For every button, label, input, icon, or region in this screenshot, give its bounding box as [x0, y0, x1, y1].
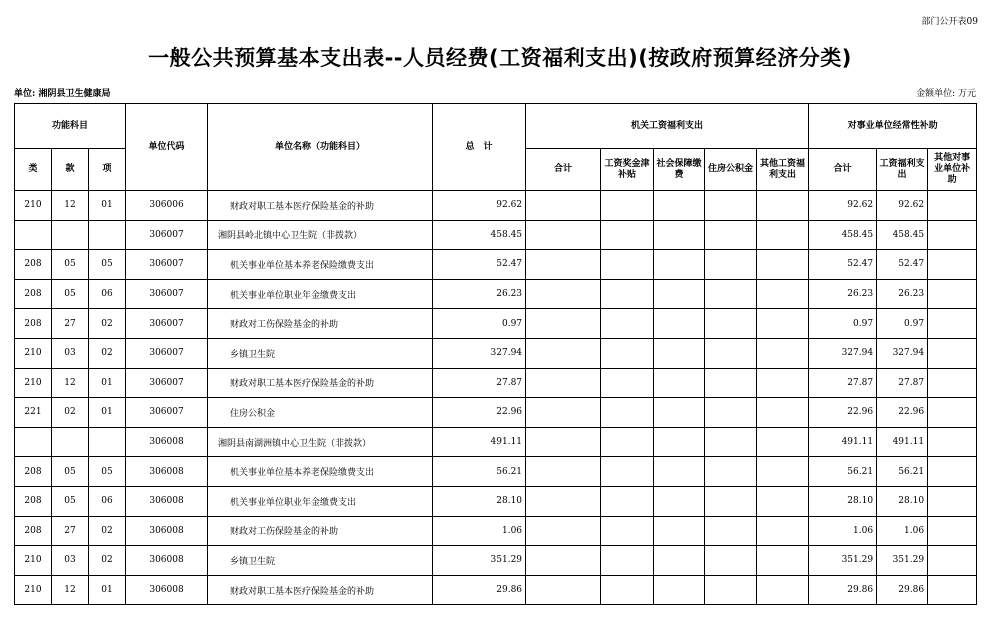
cell-inst-subtotal: 26.23 — [809, 279, 877, 309]
table-row — [15, 546, 977, 576]
table-row — [15, 398, 977, 428]
cell-section: 12 — [52, 191, 89, 221]
cell-section — [52, 220, 89, 250]
amount-unit: 金额单位: 万元 — [916, 89, 976, 99]
cell-other-wage — [757, 427, 809, 457]
cell-class: 210 — [15, 338, 52, 368]
cell-bonus — [601, 368, 654, 398]
cell-other-wage — [757, 398, 809, 428]
cell-social-security — [654, 575, 705, 605]
cell-social-security — [654, 546, 705, 576]
cell-inst-wage: 29.86 — [877, 575, 928, 605]
cell-inst-wage: 351.29 — [877, 546, 928, 576]
cell-bonus — [601, 338, 654, 368]
cell-other-wage — [757, 220, 809, 250]
table-row — [15, 220, 977, 250]
cell-agency-subtotal — [526, 191, 601, 221]
cell-unit-name: 财政对职工基本医疗保险基金的补助 — [208, 191, 433, 221]
cell-inst-other — [928, 575, 977, 605]
cell-agency-subtotal — [526, 220, 601, 250]
header-bonus: 工资奖金津补贴 — [601, 149, 654, 191]
table-row — [15, 516, 977, 546]
cell-housing-fund — [705, 220, 757, 250]
cell-total: 1.06 — [433, 516, 526, 546]
cell-unit-name: 乡镇卫生院 — [208, 546, 433, 576]
cell-inst-wage: 26.23 — [877, 279, 928, 309]
cell-section: 03 — [52, 546, 89, 576]
table-row — [15, 457, 977, 487]
cell-inst-wage: 22.96 — [877, 398, 928, 428]
cell-class: 210 — [15, 575, 52, 605]
cell-total: 327.94 — [433, 338, 526, 368]
cell-class: 210 — [15, 191, 52, 221]
cell-unit-name: 财政对职工基本医疗保险基金的补助 — [208, 368, 433, 398]
cell-inst-other — [928, 546, 977, 576]
cell-inst-wage: 1.06 — [877, 516, 928, 546]
cell-agency-subtotal — [526, 279, 601, 309]
cell-section: 05 — [52, 486, 89, 516]
cell-item: 06 — [89, 486, 126, 516]
cell-bonus — [601, 457, 654, 487]
header-inst-wage: 工资福利支出 — [877, 149, 928, 191]
cell-class: 210 — [15, 546, 52, 576]
cell-unit-name: 湘阴县岭北镇中心卫生院（非拨款） — [208, 220, 433, 250]
cell-housing-fund — [705, 486, 757, 516]
table-row — [15, 575, 977, 605]
cell-agency-subtotal — [526, 309, 601, 339]
cell-unit-name: 财政对工伤保险基金的补助 — [208, 516, 433, 546]
cell-total: 458.45 — [433, 220, 526, 250]
cell-agency-subtotal — [526, 398, 601, 428]
cell-item: 02 — [89, 516, 126, 546]
cell-other-wage — [757, 486, 809, 516]
cell-total: 52.47 — [433, 250, 526, 280]
cell-agency-subtotal — [526, 546, 601, 576]
table-row — [15, 486, 977, 516]
cell-section: 05 — [52, 279, 89, 309]
cell-section: 05 — [52, 457, 89, 487]
header-agency: 机关工资福利支出 — [526, 104, 809, 149]
cell-unit-name: 财政对工伤保险基金的补助 — [208, 309, 433, 339]
cell-other-wage — [757, 575, 809, 605]
cell-inst-wage: 52.47 — [877, 250, 928, 280]
cell-item: 02 — [89, 338, 126, 368]
header-housing-fund: 住房公积金 — [705, 149, 757, 191]
cell-total: 351.29 — [433, 546, 526, 576]
cell-agency-subtotal — [526, 250, 601, 280]
cell-social-security — [654, 427, 705, 457]
cell-class: 208 — [15, 279, 52, 309]
budget-table — [14, 103, 977, 605]
cell-inst-other — [928, 309, 977, 339]
header-inst-subtotal: 合计 — [809, 149, 877, 191]
cell-item: 02 — [89, 309, 126, 339]
cell-social-security — [654, 338, 705, 368]
cell-other-wage — [757, 457, 809, 487]
table-row — [15, 427, 977, 457]
cell-housing-fund — [705, 398, 757, 428]
cell-item: 05 — [89, 250, 126, 280]
cell-housing-fund — [705, 309, 757, 339]
header-class: 类 — [15, 149, 52, 191]
cell-unit-name: 机关事业单位职业年金缴费支出 — [208, 279, 433, 309]
table-row — [15, 368, 977, 398]
cell-agency-subtotal — [526, 516, 601, 546]
cell-agency-subtotal — [526, 486, 601, 516]
cell-inst-other — [928, 457, 977, 487]
cell-class: 221 — [15, 398, 52, 428]
cell-other-wage — [757, 279, 809, 309]
cell-social-security — [654, 309, 705, 339]
cell-housing-fund — [705, 427, 757, 457]
header-row-1 — [15, 104, 977, 149]
header-total: 总 计 — [433, 104, 526, 191]
cell-bonus — [601, 575, 654, 605]
cell-inst-other — [928, 486, 977, 516]
header-unit-code: 单位代码 — [126, 104, 208, 191]
cell-class: 208 — [15, 309, 52, 339]
cell-inst-subtotal: 491.11 — [809, 427, 877, 457]
cell-item: 01 — [89, 191, 126, 221]
cell-item — [89, 427, 126, 457]
cell-unit-name: 机关事业单位基本养老保险缴费支出 — [208, 250, 433, 280]
cell-unit-code: 306008 — [126, 575, 208, 605]
cell-inst-other — [928, 368, 977, 398]
cell-class — [15, 427, 52, 457]
cell-unit-code: 306007 — [126, 220, 208, 250]
cell-social-security — [654, 220, 705, 250]
header-other-wage: 其他工资福利支出 — [757, 149, 809, 191]
cell-class: 208 — [15, 457, 52, 487]
cell-inst-subtotal: 327.94 — [809, 338, 877, 368]
cell-section — [52, 427, 89, 457]
cell-housing-fund — [705, 516, 757, 546]
cell-total: 56.21 — [433, 457, 526, 487]
cell-housing-fund — [705, 457, 757, 487]
header-institution: 对事业单位经常性补助 — [809, 104, 977, 149]
cell-total: 29.86 — [433, 575, 526, 605]
cell-total: 22.96 — [433, 398, 526, 428]
cell-bonus — [601, 486, 654, 516]
cell-unit-code: 306006 — [126, 191, 208, 221]
cell-other-wage — [757, 368, 809, 398]
cell-social-security — [654, 191, 705, 221]
header-unit-name: 单位名称（功能科目） — [208, 104, 433, 191]
table-row — [15, 338, 977, 368]
cell-social-security — [654, 279, 705, 309]
cell-social-security — [654, 398, 705, 428]
header-agency-subtotal: 合计 — [526, 149, 601, 191]
header-function-subject: 功能科目 — [15, 104, 126, 149]
cell-section: 05 — [52, 250, 89, 280]
cell-bonus — [601, 220, 654, 250]
cell-bonus — [601, 191, 654, 221]
header-item: 项 — [89, 149, 126, 191]
cell-item: 01 — [89, 368, 126, 398]
cell-bonus — [601, 398, 654, 428]
header-inst-other: 其他对事业单位补助 — [928, 149, 977, 191]
cell-section: 27 — [52, 516, 89, 546]
cell-inst-wage: 56.21 — [877, 457, 928, 487]
cell-other-wage — [757, 338, 809, 368]
cell-class: 210 — [15, 368, 52, 398]
cell-social-security — [654, 516, 705, 546]
cell-item: 06 — [89, 279, 126, 309]
cell-unit-code: 306007 — [126, 368, 208, 398]
cell-unit-code: 306008 — [126, 486, 208, 516]
cell-inst-subtotal: 22.96 — [809, 398, 877, 428]
cell-section: 12 — [52, 368, 89, 398]
cell-inst-wage: 458.45 — [877, 220, 928, 250]
cell-inst-subtotal: 0.97 — [809, 309, 877, 339]
cell-total: 26.23 — [433, 279, 526, 309]
cell-inst-wage: 27.87 — [877, 368, 928, 398]
cell-inst-other — [928, 338, 977, 368]
cell-bonus — [601, 250, 654, 280]
cell-bonus — [601, 309, 654, 339]
cell-unit-code: 306008 — [126, 457, 208, 487]
cell-inst-other — [928, 191, 977, 221]
cell-item — [89, 220, 126, 250]
cell-housing-fund — [705, 191, 757, 221]
cell-inst-wage: 92.62 — [877, 191, 928, 221]
cell-total: 491.11 — [433, 427, 526, 457]
cell-other-wage — [757, 250, 809, 280]
cell-unit-name: 乡镇卫生院 — [208, 338, 433, 368]
cell-class — [15, 220, 52, 250]
cell-total: 0.97 — [433, 309, 526, 339]
cell-item: 01 — [89, 398, 126, 428]
cell-inst-subtotal: 27.87 — [809, 368, 877, 398]
cell-social-security — [654, 457, 705, 487]
cell-inst-other — [928, 398, 977, 428]
cell-housing-fund — [705, 279, 757, 309]
unit-row — [14, 86, 976, 98]
cell-item: 02 — [89, 546, 126, 576]
cell-section: 27 — [52, 309, 89, 339]
page-title: 一般公共预算基本支出表--人员经费(工资福利支出)(按政府预算经济分类) — [148, 46, 852, 70]
cell-housing-fund — [705, 546, 757, 576]
cell-housing-fund — [705, 368, 757, 398]
cell-inst-wage: 491.11 — [877, 427, 928, 457]
table-row — [15, 309, 977, 339]
cell-unit-code: 306007 — [126, 338, 208, 368]
cell-total: 92.62 — [433, 191, 526, 221]
cell-unit-code: 306007 — [126, 279, 208, 309]
cell-unit-name: 住房公积金 — [208, 398, 433, 428]
cell-item: 05 — [89, 457, 126, 487]
cell-social-security — [654, 368, 705, 398]
cell-inst-other — [928, 250, 977, 280]
cell-unit-code: 306007 — [126, 250, 208, 280]
cell-unit-code: 306008 — [126, 427, 208, 457]
cell-social-security — [654, 250, 705, 280]
cell-bonus — [601, 546, 654, 576]
cell-unit-code: 306007 — [126, 309, 208, 339]
cell-other-wage — [757, 191, 809, 221]
cell-housing-fund — [705, 250, 757, 280]
cell-inst-subtotal: 52.47 — [809, 250, 877, 280]
cell-class: 208 — [15, 516, 52, 546]
cell-agency-subtotal — [526, 457, 601, 487]
cell-inst-subtotal: 92.62 — [809, 191, 877, 221]
cell-class: 208 — [15, 486, 52, 516]
cell-total: 28.10 — [433, 486, 526, 516]
table-row — [15, 279, 977, 309]
cell-inst-subtotal: 458.45 — [809, 220, 877, 250]
cell-inst-wage: 0.97 — [877, 309, 928, 339]
cell-bonus — [601, 279, 654, 309]
cell-section: 02 — [52, 398, 89, 428]
cell-bonus — [601, 427, 654, 457]
page-code: 部门公开表09 — [921, 17, 978, 27]
cell-total: 27.87 — [433, 368, 526, 398]
header-social-security: 社会保障缴费 — [654, 149, 705, 191]
header-section: 款 — [52, 149, 89, 191]
cell-unit-code: 306007 — [126, 398, 208, 428]
cell-bonus — [601, 516, 654, 546]
cell-agency-subtotal — [526, 575, 601, 605]
cell-inst-subtotal: 351.29 — [809, 546, 877, 576]
table-row — [15, 250, 977, 280]
cell-inst-wage: 28.10 — [877, 486, 928, 516]
unit-label: 单位: 湘阴县卫生健康局 — [14, 89, 111, 99]
cell-inst-other — [928, 279, 977, 309]
cell-inst-subtotal: 56.21 — [809, 457, 877, 487]
cell-other-wage — [757, 546, 809, 576]
cell-inst-other — [928, 220, 977, 250]
cell-unit-name: 湘阴县南湖洲镇中心卫生院（非拨款） — [208, 427, 433, 457]
cell-inst-subtotal: 28.10 — [809, 486, 877, 516]
cell-other-wage — [757, 516, 809, 546]
cell-inst-wage: 327.94 — [877, 338, 928, 368]
cell-unit-code: 306008 — [126, 546, 208, 576]
cell-unit-code: 306008 — [126, 516, 208, 546]
cell-inst-subtotal: 29.86 — [809, 575, 877, 605]
cell-inst-subtotal: 1.06 — [809, 516, 877, 546]
cell-unit-name: 财政对职工基本医疗保险基金的补助 — [208, 575, 433, 605]
cell-housing-fund — [705, 575, 757, 605]
cell-unit-name: 机关事业单位职业年金缴费支出 — [208, 486, 433, 516]
cell-class: 208 — [15, 250, 52, 280]
cell-agency-subtotal — [526, 368, 601, 398]
cell-section: 12 — [52, 575, 89, 605]
cell-social-security — [654, 486, 705, 516]
cell-inst-other — [928, 516, 977, 546]
cell-housing-fund — [705, 338, 757, 368]
cell-inst-other — [928, 427, 977, 457]
cell-agency-subtotal — [526, 427, 601, 457]
cell-unit-name: 机关事业单位基本养老保险缴费支出 — [208, 457, 433, 487]
cell-other-wage — [757, 309, 809, 339]
cell-agency-subtotal — [526, 338, 601, 368]
cell-section: 03 — [52, 338, 89, 368]
cell-item: 01 — [89, 575, 126, 605]
table-row — [15, 191, 977, 221]
